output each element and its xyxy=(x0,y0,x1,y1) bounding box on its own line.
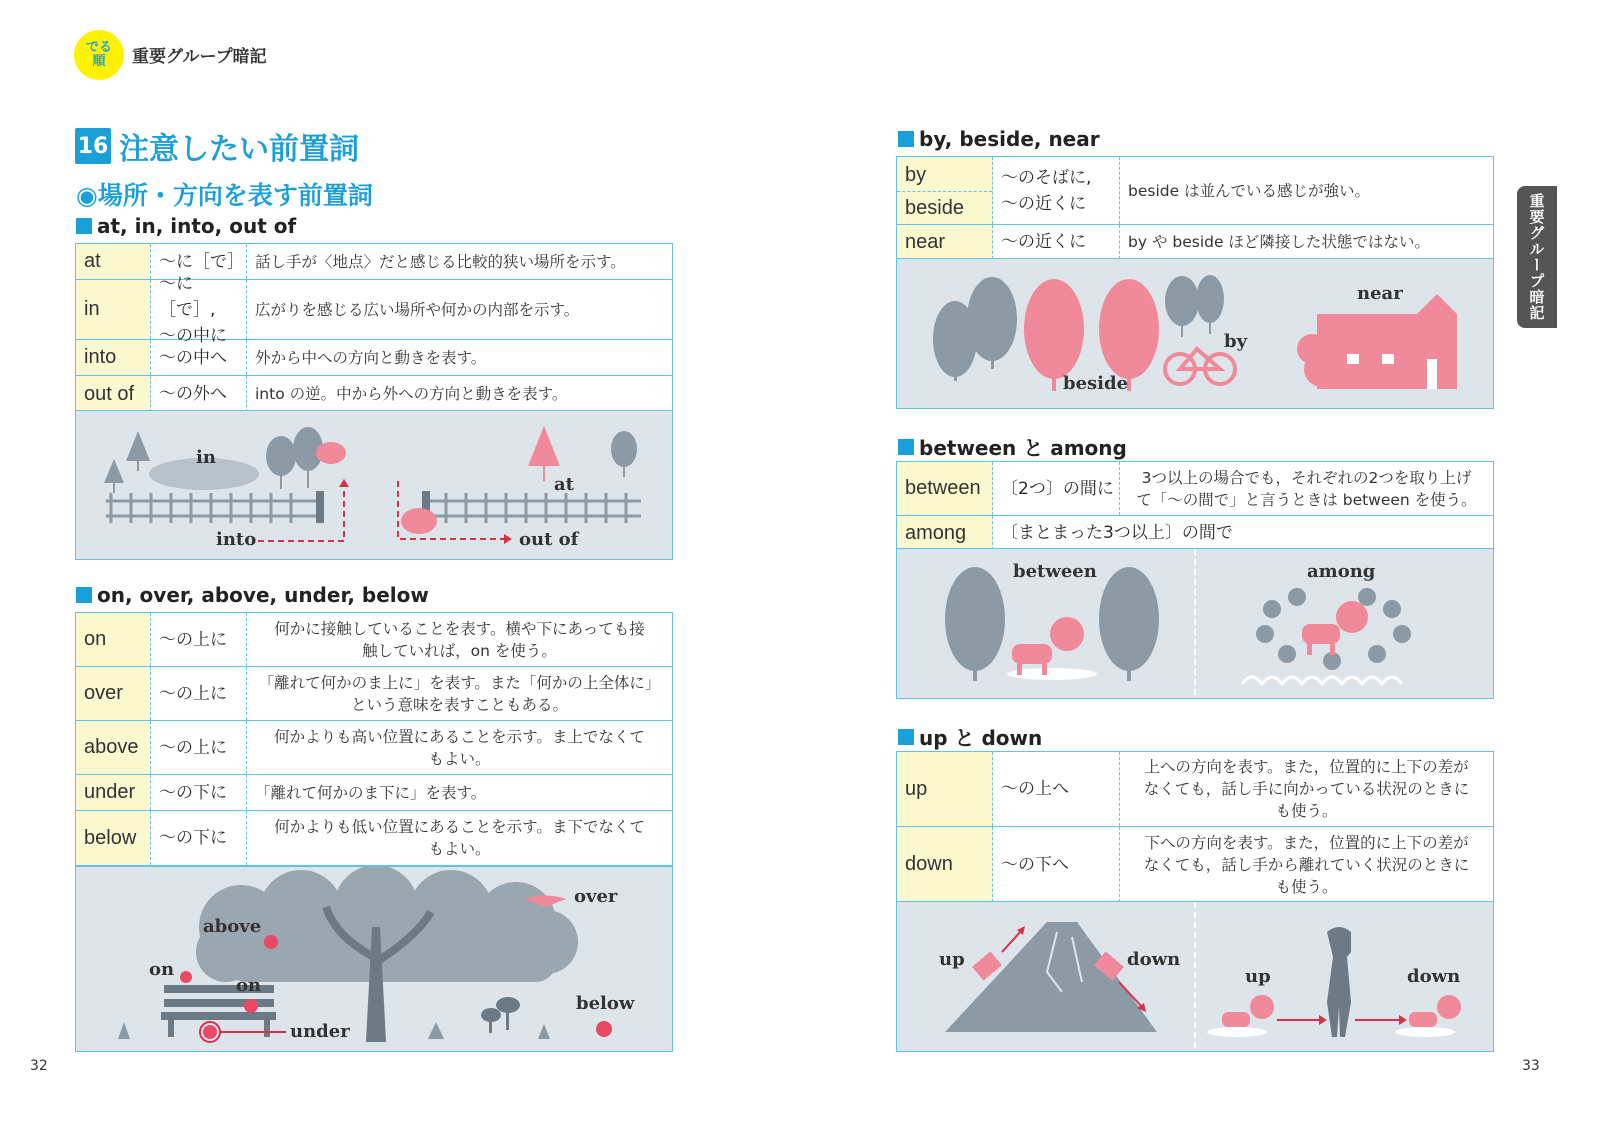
label-at: at xyxy=(554,474,574,495)
table-by-beside xyxy=(896,156,1494,260)
label-between: between xyxy=(1013,561,1097,582)
desc-cell xyxy=(247,667,672,720)
label-on: on xyxy=(236,975,262,996)
meaning-cell: ～の下に xyxy=(151,811,247,865)
label-near: near xyxy=(1357,283,1403,304)
desc-cell: 外から中への方向と動きを表す。 xyxy=(255,348,487,367)
desc-cell xyxy=(1120,462,1493,515)
section-title: by, beside, near xyxy=(919,127,1100,151)
meaning-cell xyxy=(993,157,1120,224)
word-cell: out of xyxy=(76,376,151,412)
word-cell: near xyxy=(897,225,993,259)
label-on: on xyxy=(149,959,175,980)
meaning-line: ～の近くに xyxy=(1001,193,1086,214)
meaning-line: ～に［で］, xyxy=(159,273,216,320)
desc-cell xyxy=(247,613,672,666)
table-row xyxy=(76,775,672,811)
table-row xyxy=(76,811,672,865)
side-tab[interactable] xyxy=(1517,186,1557,328)
word-cell: above xyxy=(76,721,151,774)
desc-line: も使う。 xyxy=(1275,877,1338,896)
section-heading-at-in xyxy=(76,214,296,238)
ranking-badge xyxy=(74,30,124,80)
word-cell: below xyxy=(76,811,151,865)
meaning-line: ～のそばに, xyxy=(1001,167,1092,188)
desc-cell: 「離れて何かのま下に」を表す。 xyxy=(255,783,487,802)
section-title: up と down xyxy=(919,726,1043,750)
table-row xyxy=(897,516,1493,550)
desc-line: て「～の間で」と言うときは between を使う。 xyxy=(1136,490,1477,509)
side-tab-label: 重要グループ暗記 xyxy=(1527,193,1546,321)
word-beside: beside xyxy=(905,196,964,219)
section-title: on, over, above, under, below xyxy=(97,583,429,607)
meaning-cell: ～の外へ xyxy=(151,376,247,412)
desc-cell: into の逆。中から外への方向と動きを表す。 xyxy=(255,385,568,403)
section-heading-by-beside xyxy=(898,127,1100,151)
desc-line: 3つ以上の場合でも，それぞれの2つを取り上げ xyxy=(1141,468,1472,487)
illustration-field xyxy=(75,410,673,560)
table-row xyxy=(897,225,1493,259)
square-bullet-icon xyxy=(898,131,914,147)
meaning-cell: 〔まとまった3つ以上〕の間で xyxy=(1001,523,1233,543)
label-beside: beside xyxy=(1063,373,1129,394)
meaning-cell: ～の近くに xyxy=(993,225,1120,259)
table-row xyxy=(897,752,1493,827)
badge-line2: 順 xyxy=(92,54,106,69)
page-number-right: 33 xyxy=(1522,1058,1540,1074)
desc-cell xyxy=(247,811,672,865)
desc-line: もよい。 xyxy=(428,840,491,858)
illustration-between-among xyxy=(896,548,1494,699)
illustration-house xyxy=(896,258,1494,409)
chapter-title: 注意したい前置詞 xyxy=(119,132,359,167)
desc-line: なくても，話し手に向かっている状況のときに xyxy=(1143,780,1470,798)
square-bullet-icon xyxy=(76,218,92,234)
section-heading-on-over xyxy=(76,583,429,607)
desc-line: 何かよりも高い位置にあることを示す。ま上でなくて xyxy=(274,727,645,746)
label-over: over xyxy=(574,886,618,907)
desc-line: も使う。 xyxy=(1275,802,1338,820)
word-cell: among xyxy=(897,516,993,550)
section-heading-between xyxy=(898,432,1127,461)
label-in: in xyxy=(196,447,216,468)
desc-line: 何かよりも低い位置にあることを示す。ま下でなくて xyxy=(274,818,645,836)
word-cell: up xyxy=(897,752,993,826)
table-row xyxy=(76,667,672,721)
table-row xyxy=(897,462,1493,516)
table-up-down xyxy=(896,751,1494,903)
meaning-cell: 〔2つ〕の間に xyxy=(993,462,1120,515)
badge-line1: でる xyxy=(85,40,112,55)
desc-cell xyxy=(247,721,672,774)
word-cell: into xyxy=(76,340,151,375)
meaning-line: ～の中に xyxy=(159,325,227,346)
label-down: down xyxy=(1407,966,1461,987)
meaning-cell: ～の中へ xyxy=(151,340,247,375)
table-row xyxy=(76,273,672,346)
desc-cell: beside は並んでいる感じが強い。 xyxy=(1128,181,1371,200)
table-on-over xyxy=(75,612,673,866)
desc-cell xyxy=(1120,827,1493,902)
desc-cell: 話し手が〈地点〉だと感じる比較的狭い場所を示す。 xyxy=(255,252,626,271)
label-under: under xyxy=(290,1021,350,1042)
illustration-mountain xyxy=(896,901,1494,1052)
section-title: at, in, into, out of xyxy=(97,214,297,238)
label-up: up xyxy=(939,949,965,970)
label-up: up xyxy=(1245,966,1271,987)
word-cell: at xyxy=(76,244,151,279)
label-out-of: out of xyxy=(519,529,579,550)
table-row xyxy=(76,613,672,667)
meaning-cell: ～の下に xyxy=(151,775,247,810)
chapter-number: 16 xyxy=(75,128,111,164)
label-below: below xyxy=(576,993,635,1014)
table-at-in xyxy=(75,243,673,413)
meaning-cell: ～の上に xyxy=(151,721,247,774)
desc-cell: by や beside ほど隣接した状態ではない。 xyxy=(1128,233,1430,251)
meaning-cell: ～に［で］ xyxy=(151,244,247,279)
table-row xyxy=(76,721,672,775)
page-header-title: 重要グループ暗記 xyxy=(132,47,267,67)
meaning-cell xyxy=(151,273,247,346)
word-cell: under xyxy=(76,775,151,810)
desc-cell: 広がりを感じる広い場所や何かの内部を示す。 xyxy=(255,300,580,319)
desc-cell xyxy=(1120,752,1493,826)
square-bullet-icon xyxy=(898,729,914,745)
section-heading-up-down xyxy=(898,722,1042,751)
page-number-left: 32 xyxy=(30,1058,48,1074)
desc-line: 何かに接触していることを表す。横や下にあっても接 xyxy=(274,619,645,638)
word-cell: on xyxy=(76,613,151,666)
table-row xyxy=(76,340,672,376)
desc-line: なくても，話し手から離れていく状況のときに xyxy=(1143,855,1470,874)
label-among: among xyxy=(1307,561,1376,582)
meaning-cell: ～の上に xyxy=(151,613,247,666)
meaning-cell: ～の上へ xyxy=(993,752,1120,826)
label-by: by xyxy=(1224,331,1248,352)
table-row xyxy=(897,157,1493,225)
square-bullet-icon xyxy=(898,439,914,455)
desc-line: という意味を表すこともある。 xyxy=(350,695,568,714)
desc-line: 触していれば，on を使う。 xyxy=(362,641,557,660)
desc-line: 下への方向を表す。また，位置的に上下の差が xyxy=(1144,833,1469,852)
illustration-tree xyxy=(75,866,673,1052)
word-cell: over xyxy=(76,667,151,720)
label-down: down xyxy=(1127,949,1181,970)
square-bullet-icon xyxy=(76,587,92,603)
word-by: by xyxy=(897,158,992,192)
word-cell: between xyxy=(897,462,993,515)
meaning-cell: ～の下へ xyxy=(993,827,1120,902)
label-into: into xyxy=(216,529,257,550)
label-above: above xyxy=(203,916,262,937)
chapter-heading xyxy=(75,124,359,168)
meaning-cell: ～の上に xyxy=(151,667,247,720)
section-title: between と among xyxy=(919,436,1127,460)
desc-line: もよい。 xyxy=(428,749,491,768)
word-cell: in xyxy=(76,280,151,339)
table-row xyxy=(76,376,672,412)
word-cell xyxy=(897,157,993,224)
table-row xyxy=(897,827,1493,902)
table-between xyxy=(896,461,1494,551)
section-subtitle: ◉場所・方向を表す前置詞 xyxy=(76,181,373,210)
word-cell: down xyxy=(897,827,993,902)
desc-line: 「離れて何かのま上に」を表す。また「何かの上全体に」 xyxy=(258,673,661,692)
desc-line: 上への方向を表す。また，位置的に上下の差が xyxy=(1144,758,1469,776)
